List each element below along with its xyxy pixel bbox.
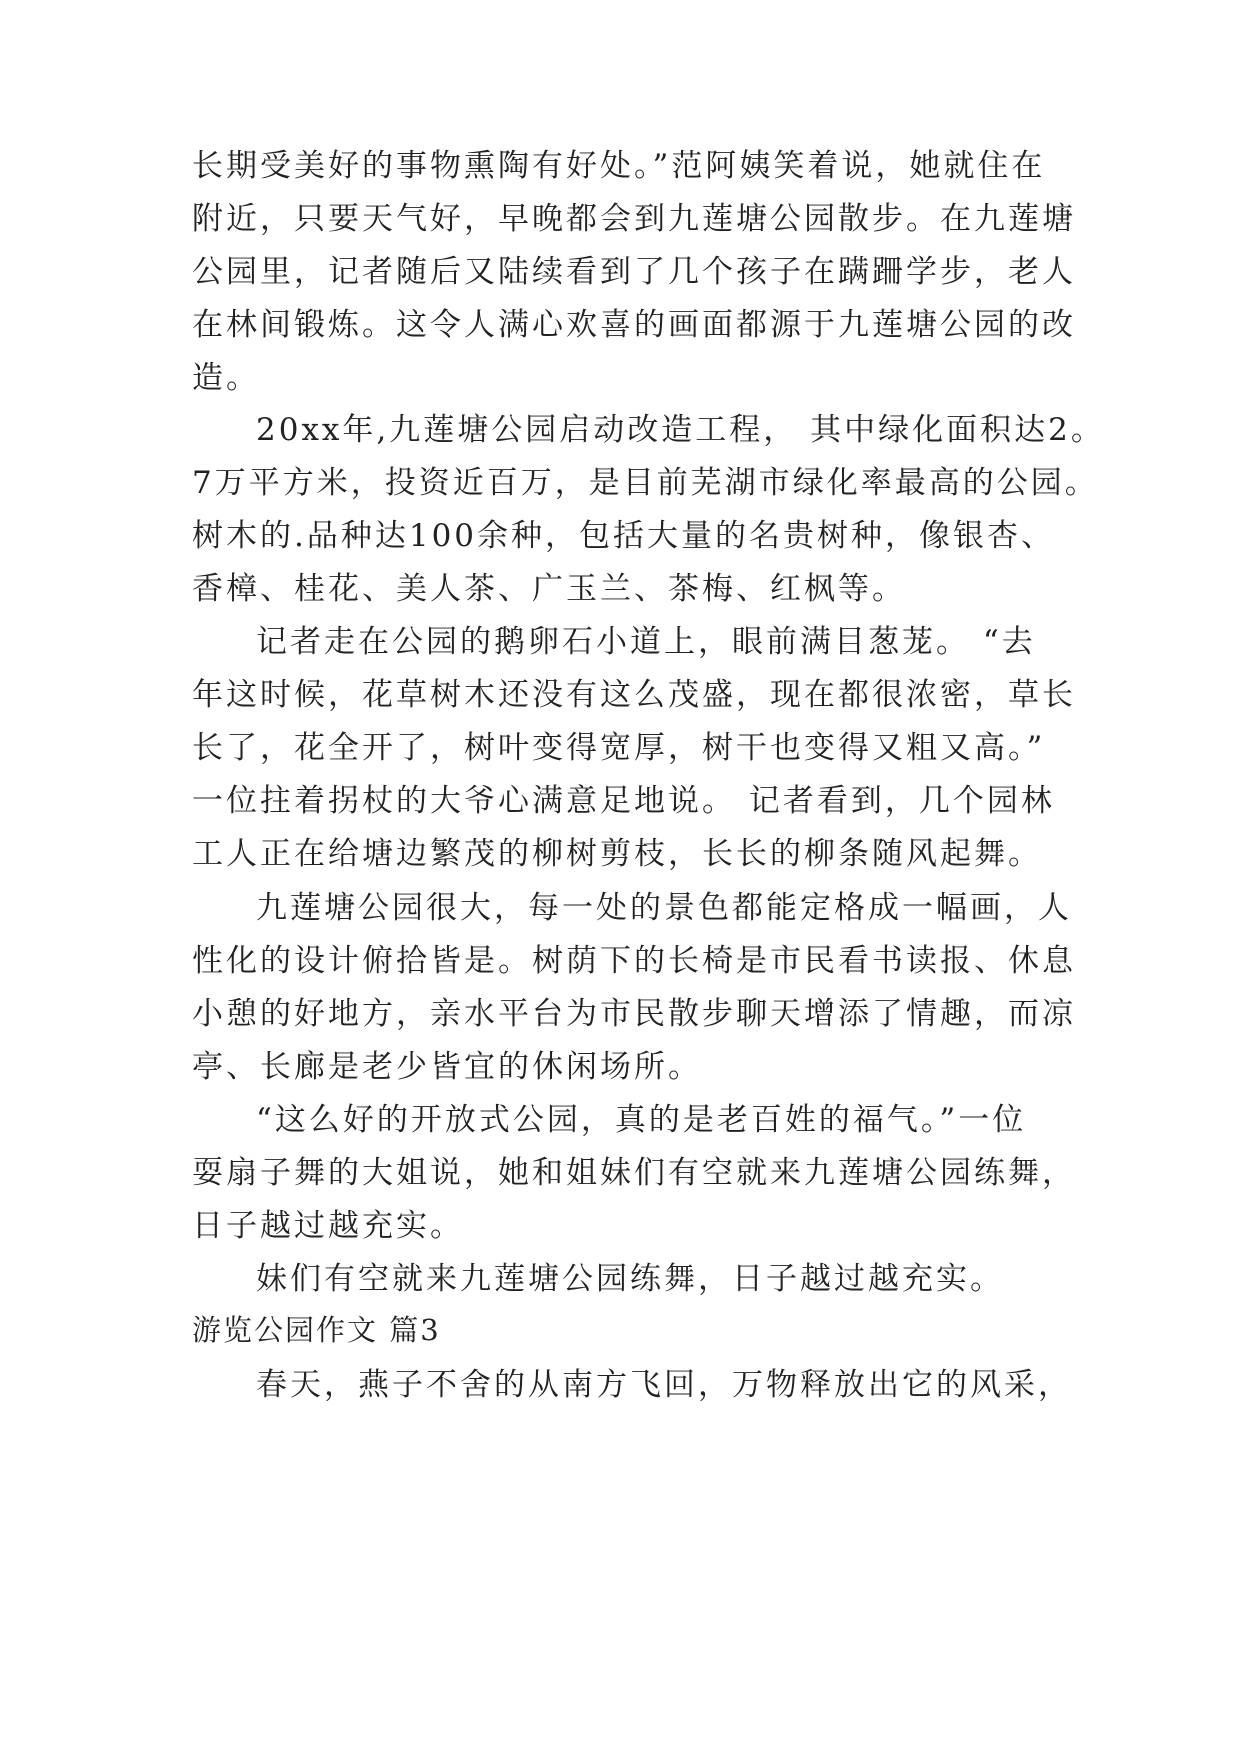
text-line: 附近，只要天气好，早晚都会到九莲塘公园散步。在九莲塘 [192, 201, 1076, 237]
text-line: 香樟、桂花、美人茶、广玉兰、茶梅、红枫等。 [192, 571, 906, 607]
text-line: 造。 [192, 360, 260, 396]
text-line: 7万平方米，投资近百万，是目前芜湖市绿化率最高的公园。 [192, 465, 1099, 501]
text-line: 日子越过越充实。 [192, 1208, 464, 1244]
text-line: 妹们有空就来九莲塘公园练舞，日子越过越充实。 [256, 1261, 1004, 1297]
text-line: 性化的设计俯拾皆是。树荫下的长椅是市民看书读报、休息 [192, 943, 1076, 979]
text-line: 在林间锻炼。这令人满心欢喜的画面都源于九莲塘公园的改 [192, 307, 1076, 343]
text-line: 春天，燕子不舍的从南方飞回，万物释放出它的风采， [256, 1367, 1072, 1403]
text-line: 小憩的好地方，亲水平台为市民散步聊天增添了情趣，而凉 [192, 996, 1076, 1032]
text-line: 亭、长廊是老少皆宜的休闲场所。 [192, 1049, 702, 1085]
text-line: 公园里，记者随后又陆续看到了几个孩子在蹒跚学步，老人 [192, 254, 1076, 290]
text-line: “这么好的开放式公园，真的是老百姓的福气。”一位 [256, 1102, 1027, 1138]
text-line: 九莲塘公园很大，每一处的景色都能定格成一幅画，人 [256, 890, 1072, 926]
text-line: 耍扇子舞的大姐说，她和姐妹们有空就来九莲塘公园练舞， [192, 1155, 1076, 1191]
text-line: 工人正在给塘边繁茂的柳树剪枝，长长的柳条随风起舞。 [192, 836, 1042, 872]
text-line: 长期受美好的事物熏陶有好处。”范阿姨笑着说，她就住在 [192, 148, 1046, 184]
text-line: 长了，花全开了，树叶变得宽厚，树干也变得又粗又高。” [192, 730, 1046, 766]
text-line: 一位拄着拐杖的大爷心满意足地说。 记者看到，几个园林 [192, 783, 1055, 819]
text-line: 年这时候，花草树木还没有这么茂盛，现在都很浓密，草长 [192, 677, 1076, 713]
text-line: 记者走在公园的鹅卵石小道上，眼前满目葱茏。 “去 [256, 624, 1036, 660]
text-line: 树木的.品种达100余种，包括大量的名贵树种，像银杏、 [192, 518, 1056, 554]
text-line: 20xx年,九莲塘公园启动改造工程， 其中绿化面积达2。 [256, 412, 1105, 448]
section-heading: 游览公园作文 篇3 [192, 1313, 441, 1347]
